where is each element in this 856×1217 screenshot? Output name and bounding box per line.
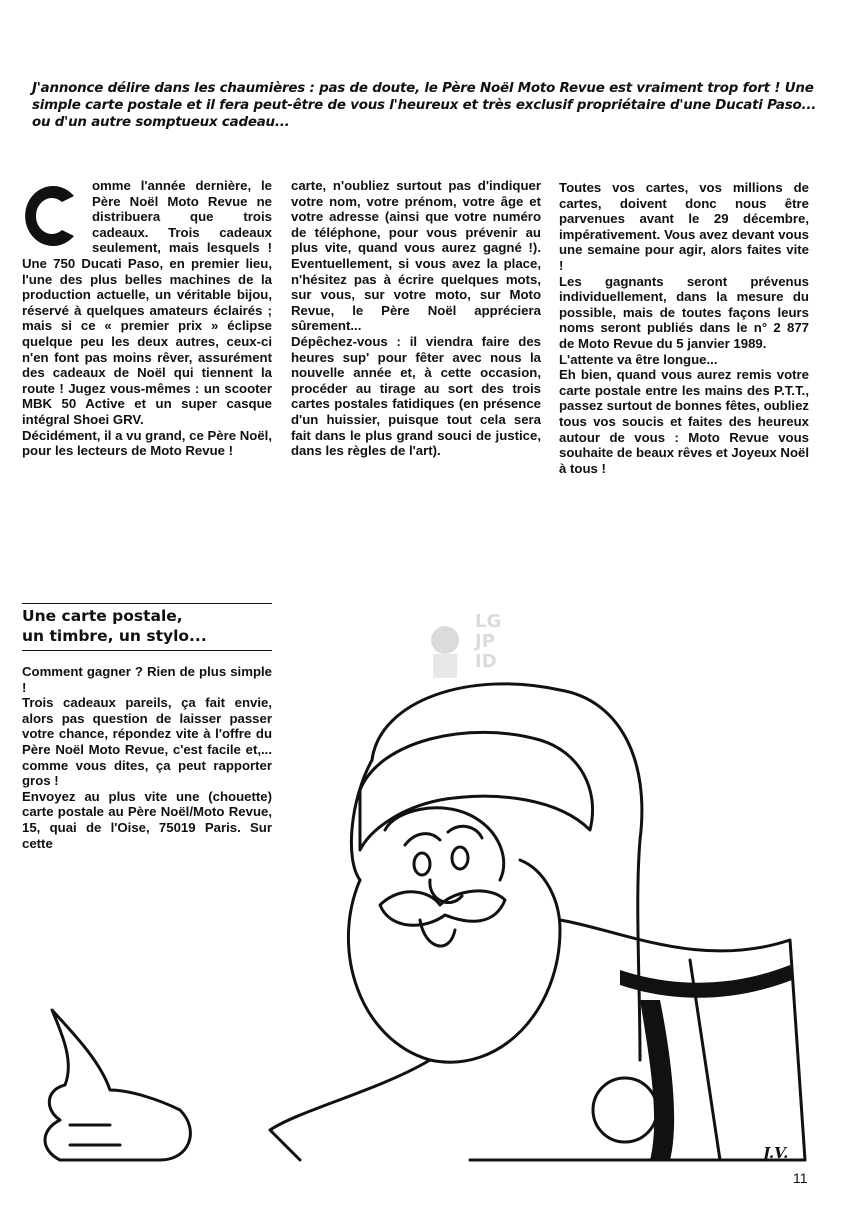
- paragraph: Dépêchez-vous : il viendra faire des heures sup' pour fêter avec nous la nouvelle année et, à cette occasion, procéder au tirage au sort des trois cartes postales fatidiques (en présence d'un huissier, puisque tout cela sera fait dans le plus grand souci de justice, dans les règles de l'art).: [291, 333, 541, 459]
- artist-signature: J.V.: [763, 1144, 789, 1162]
- watermark-text: LG: [475, 611, 502, 632]
- paragraph: omme l'année dernière, le Père Noël Moto Revue ne distribuera que trois cadeaux. Trois cadeaux seulement, mais lesquels ! Une 750 Ducati Paso, en premier lieu, l'une des plus belles machines de la production actuelle, un véritable bijou, réservé à quelques amateurs éclairés ; mais si ce « premier prix » éclipse quelque peu les deux autres, ceux-ci n'en font pas moins rêver, assurément des cadeaux de Noël qui tiennent la route ! Jugez vous-mêmes : un scooter MBK 50 Active et un super casque intégral Shoei GRV.: [22, 178, 272, 427]
- article-column-1: [22, 178, 272, 459]
- paragraph: Les gagnants seront prévenus individuellement, dans la mesure du possible, mais de toutes façons leurs noms seront publiés dans le n° 2 877 de Moto Revue du 5 janvier 1989.: [559, 273, 809, 351]
- dropcap-c: [22, 178, 84, 252]
- subhead-line: un timbre, un stylo...: [22, 627, 207, 645]
- watermark-text: ID: [475, 651, 497, 672]
- paragraph: Toutes vos cartes, vos millions de cartes, doivent donc nous être parvenues avant le 29 décembre, impérativement. Vous avez devant vous une semaine pour agir, alors faites vite !: [559, 180, 809, 273]
- page-number: 11: [793, 1170, 808, 1186]
- subhead-line: Une carte postale,: [22, 607, 183, 625]
- paragraph: carte, n'oubliez surtout pas d'indiquer votre nom, votre prénom, votre âge et votre adresse (ainsi que votre numéro de téléphone, pour vous prévenir au plus vite, quand vous aurez gagné !). Eventuellement, si vous avez la place, n'hésitez pas à écrire quelques mots, sur vous, sur votre moto, sur Moto Revue, le Père Noël appréciera sûrement...: [291, 178, 541, 334]
- paragraph: Eh bien, quand vous aurez remis votre carte postale entre les mains des P.T.T., passez surtout de bonnes fêtes, oubliez tous vos soucis et faites des heureux autour de vous : Moto Revue vous souhaite de beaux rêves et Joyeux Noël à tous !: [559, 367, 809, 476]
- watermark-text: JP: [475, 631, 495, 652]
- article-column-3: [559, 180, 809, 476]
- paragraph: Décidément, il a vu grand, ce Père Noël, pour les lecteurs de Moto Revue !: [22, 427, 272, 459]
- paragraph: Envoyez au plus vite une (chouette) carte postale au Père Noël/Moto Revue, 15, quai de l'Oise, 75019 Paris. Sur cette: [22, 788, 272, 851]
- paragraph: Comment gagner ? Rien de plus simple !: [22, 664, 272, 695]
- paragraph: L'attente va être longue...: [559, 351, 718, 367]
- watermark-logo: [423, 610, 513, 685]
- article-column-2: [291, 178, 541, 459]
- paragraph: Trois cadeaux pareils, ça fait envie, alors pas question de laisser passer votre chance, répondez vite à l'offre du Père Noël Moto Revue, c'est facile et,... comme vous dites, ça peut rapporter gros !: [22, 695, 272, 789]
- intro-paragraph: J'annonce délire dans les chaumières : pas de doute, le Père Noël Moto Revue est vraiment trop fort ! Une simple carte postale et il fera peut-être de vous l'heureux et très exclusif propriétaire d'une Ducati Paso... ou d'un autre somptueux cadeau...: [32, 81, 817, 130]
